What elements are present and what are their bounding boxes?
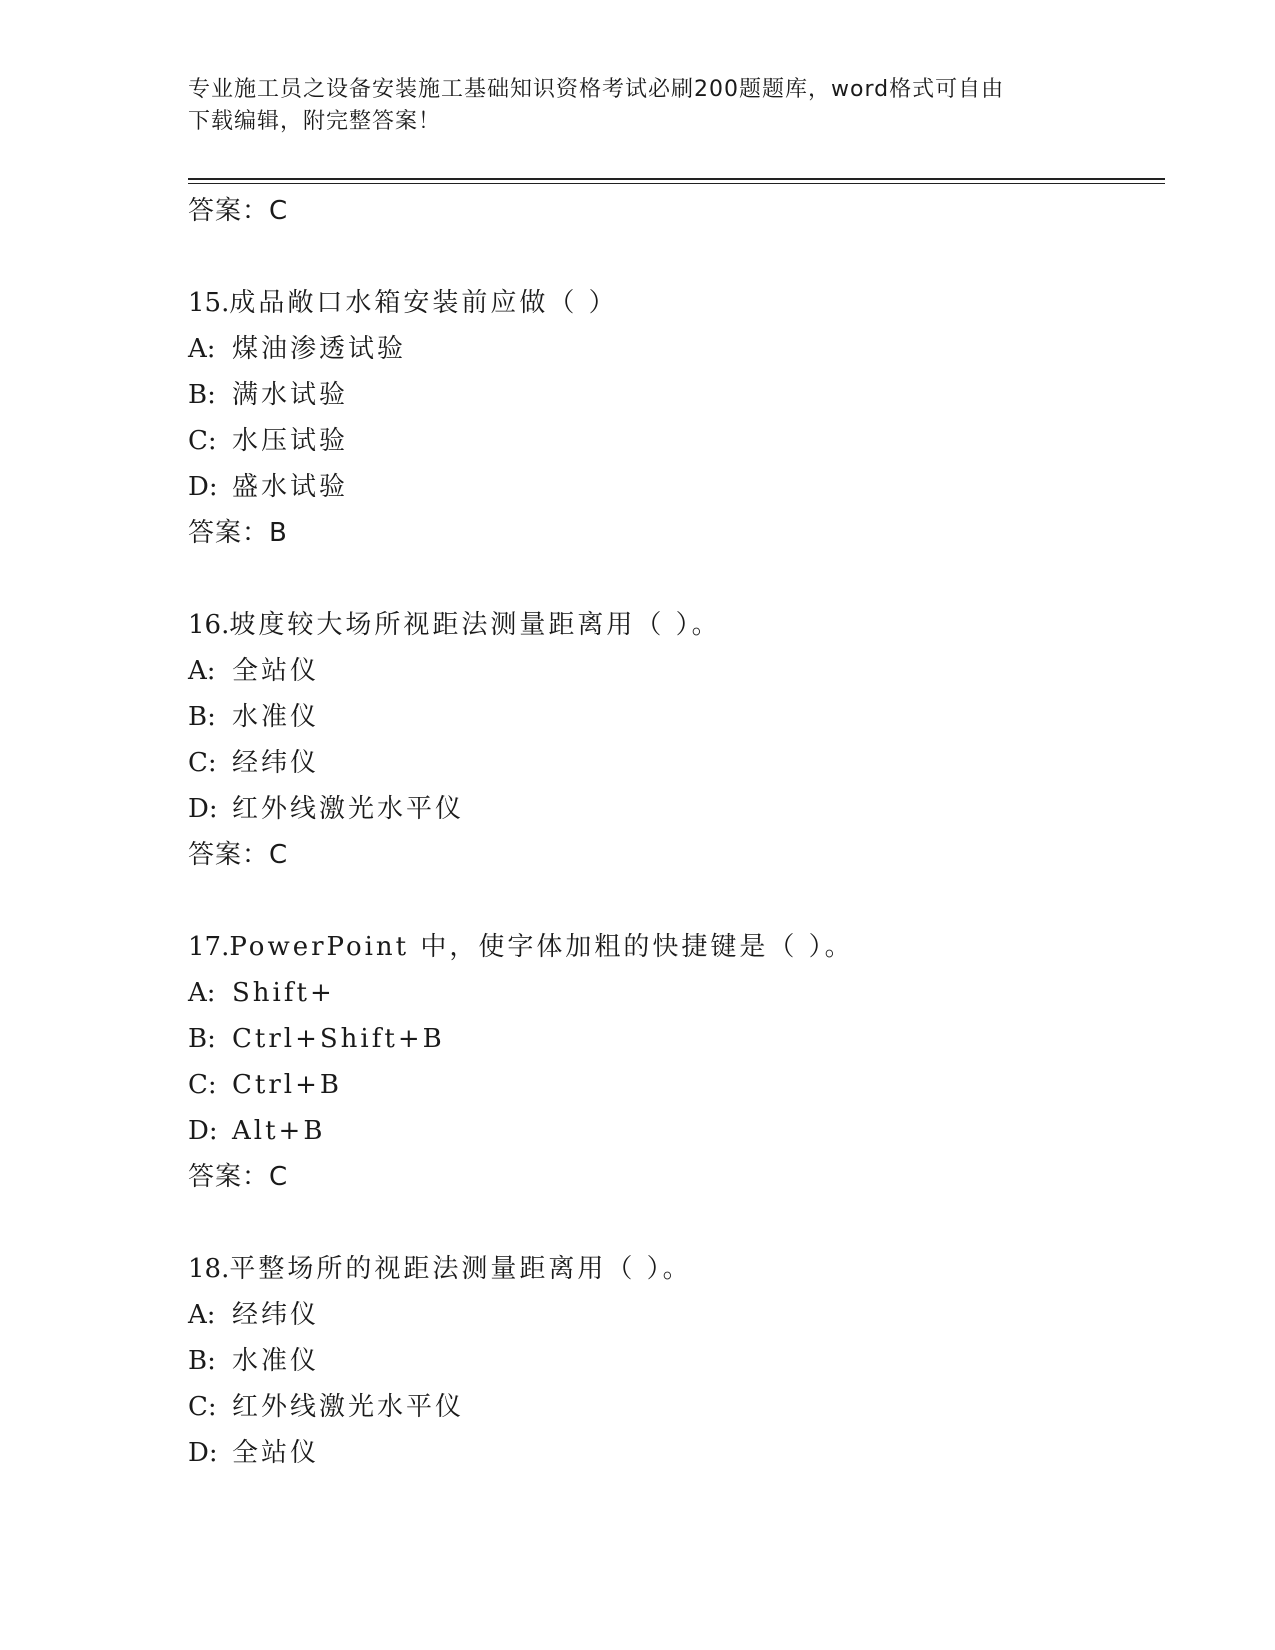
question-18 bbox=[188, 1246, 1148, 1476]
question-stem bbox=[188, 924, 1148, 970]
option-b bbox=[188, 1338, 1148, 1384]
option-letter: C: bbox=[188, 426, 217, 456]
option-text: 红外线激光水平仪 bbox=[232, 794, 465, 824]
question-number: 17. bbox=[188, 932, 230, 962]
option-letter: C: bbox=[188, 1070, 217, 1100]
option-text: 水压试验 bbox=[232, 426, 349, 456]
option-text: 红外线激光水平仪 bbox=[232, 1392, 465, 1422]
option-a bbox=[188, 326, 1148, 372]
question-17 bbox=[188, 924, 1148, 1200]
answer-line: 答案：C bbox=[188, 1162, 289, 1192]
option-text: 全站仪 bbox=[232, 656, 320, 686]
option-letter: C: bbox=[188, 1392, 217, 1422]
option-text: 满水试验 bbox=[232, 380, 349, 410]
option-letter: D: bbox=[188, 794, 218, 824]
option-d bbox=[188, 1108, 1148, 1154]
question-stem bbox=[188, 602, 1148, 648]
option-letter: B: bbox=[188, 380, 216, 410]
question-number: 18. bbox=[188, 1254, 230, 1284]
option-text: 全站仪 bbox=[232, 1438, 320, 1468]
option-letter: B: bbox=[188, 1024, 216, 1054]
option-c bbox=[188, 418, 1148, 464]
option-b bbox=[188, 372, 1148, 418]
option-b bbox=[188, 1016, 1148, 1062]
option-letter: C: bbox=[188, 748, 217, 778]
option-text: 经纬仪 bbox=[232, 748, 320, 778]
header-divider-thick bbox=[188, 178, 1165, 180]
option-letter: A: bbox=[188, 656, 216, 686]
option-text: 经纬仪 bbox=[232, 1300, 320, 1330]
option-a bbox=[188, 1292, 1148, 1338]
question-text: 坡度较大场所视距法测量距离用（ ）。 bbox=[229, 610, 721, 640]
option-a bbox=[188, 970, 1148, 1016]
option-a bbox=[188, 648, 1148, 694]
option-b bbox=[188, 694, 1148, 740]
option-d bbox=[188, 786, 1148, 832]
question-stem bbox=[188, 280, 1148, 326]
option-text: Ctrl+Shift+B bbox=[232, 1024, 445, 1054]
question-stem bbox=[188, 1246, 1148, 1292]
question-text: 平整场所的视距法测量距离用（ ）。 bbox=[229, 1254, 692, 1284]
question-number: 16. bbox=[188, 610, 230, 640]
answer-line: 答案：B bbox=[188, 518, 288, 548]
question-text: 成品敞口水箱安装前应做（ ） bbox=[229, 288, 618, 318]
option-d bbox=[188, 464, 1148, 510]
option-letter: B: bbox=[188, 1346, 216, 1376]
option-text: 煤油渗透试验 bbox=[232, 334, 407, 364]
question-list bbox=[188, 188, 1148, 1476]
question-15 bbox=[188, 280, 1148, 556]
header-divider-thin bbox=[188, 183, 1165, 184]
question-16 bbox=[188, 602, 1148, 878]
option-d bbox=[188, 1430, 1148, 1476]
option-letter: D: bbox=[188, 1116, 218, 1146]
option-letter: D: bbox=[188, 1438, 218, 1468]
option-letter: D: bbox=[188, 472, 218, 502]
option-letter: A: bbox=[188, 334, 216, 364]
option-c bbox=[188, 1062, 1148, 1108]
option-text: Alt+B bbox=[232, 1116, 326, 1146]
option-text: Shift+ bbox=[232, 978, 335, 1008]
header-line-2: 下载编辑，附完整答案！ bbox=[188, 109, 442, 134]
option-c bbox=[188, 740, 1148, 786]
document-header bbox=[188, 74, 1088, 138]
option-c bbox=[188, 1384, 1148, 1430]
option-text: 水准仪 bbox=[232, 1346, 320, 1376]
header-line-1: 专业施工员之设备安装施工基础知识资格考试必刷200题题库，word格式可自由 bbox=[188, 77, 1005, 102]
option-text: Ctrl+B bbox=[232, 1070, 342, 1100]
question-number: 15. bbox=[188, 288, 230, 318]
option-text: 盛水试验 bbox=[232, 472, 349, 502]
question-text: PowerPoint 中，使字体加粗的快捷键是（ ）。 bbox=[229, 932, 854, 962]
option-letter: A: bbox=[188, 1300, 216, 1330]
option-text: 水准仪 bbox=[232, 702, 320, 732]
previous-answer: 答案：C bbox=[188, 196, 289, 226]
option-letter: B: bbox=[188, 702, 216, 732]
answer-line: 答案：C bbox=[188, 840, 289, 870]
option-letter: A: bbox=[188, 978, 216, 1008]
